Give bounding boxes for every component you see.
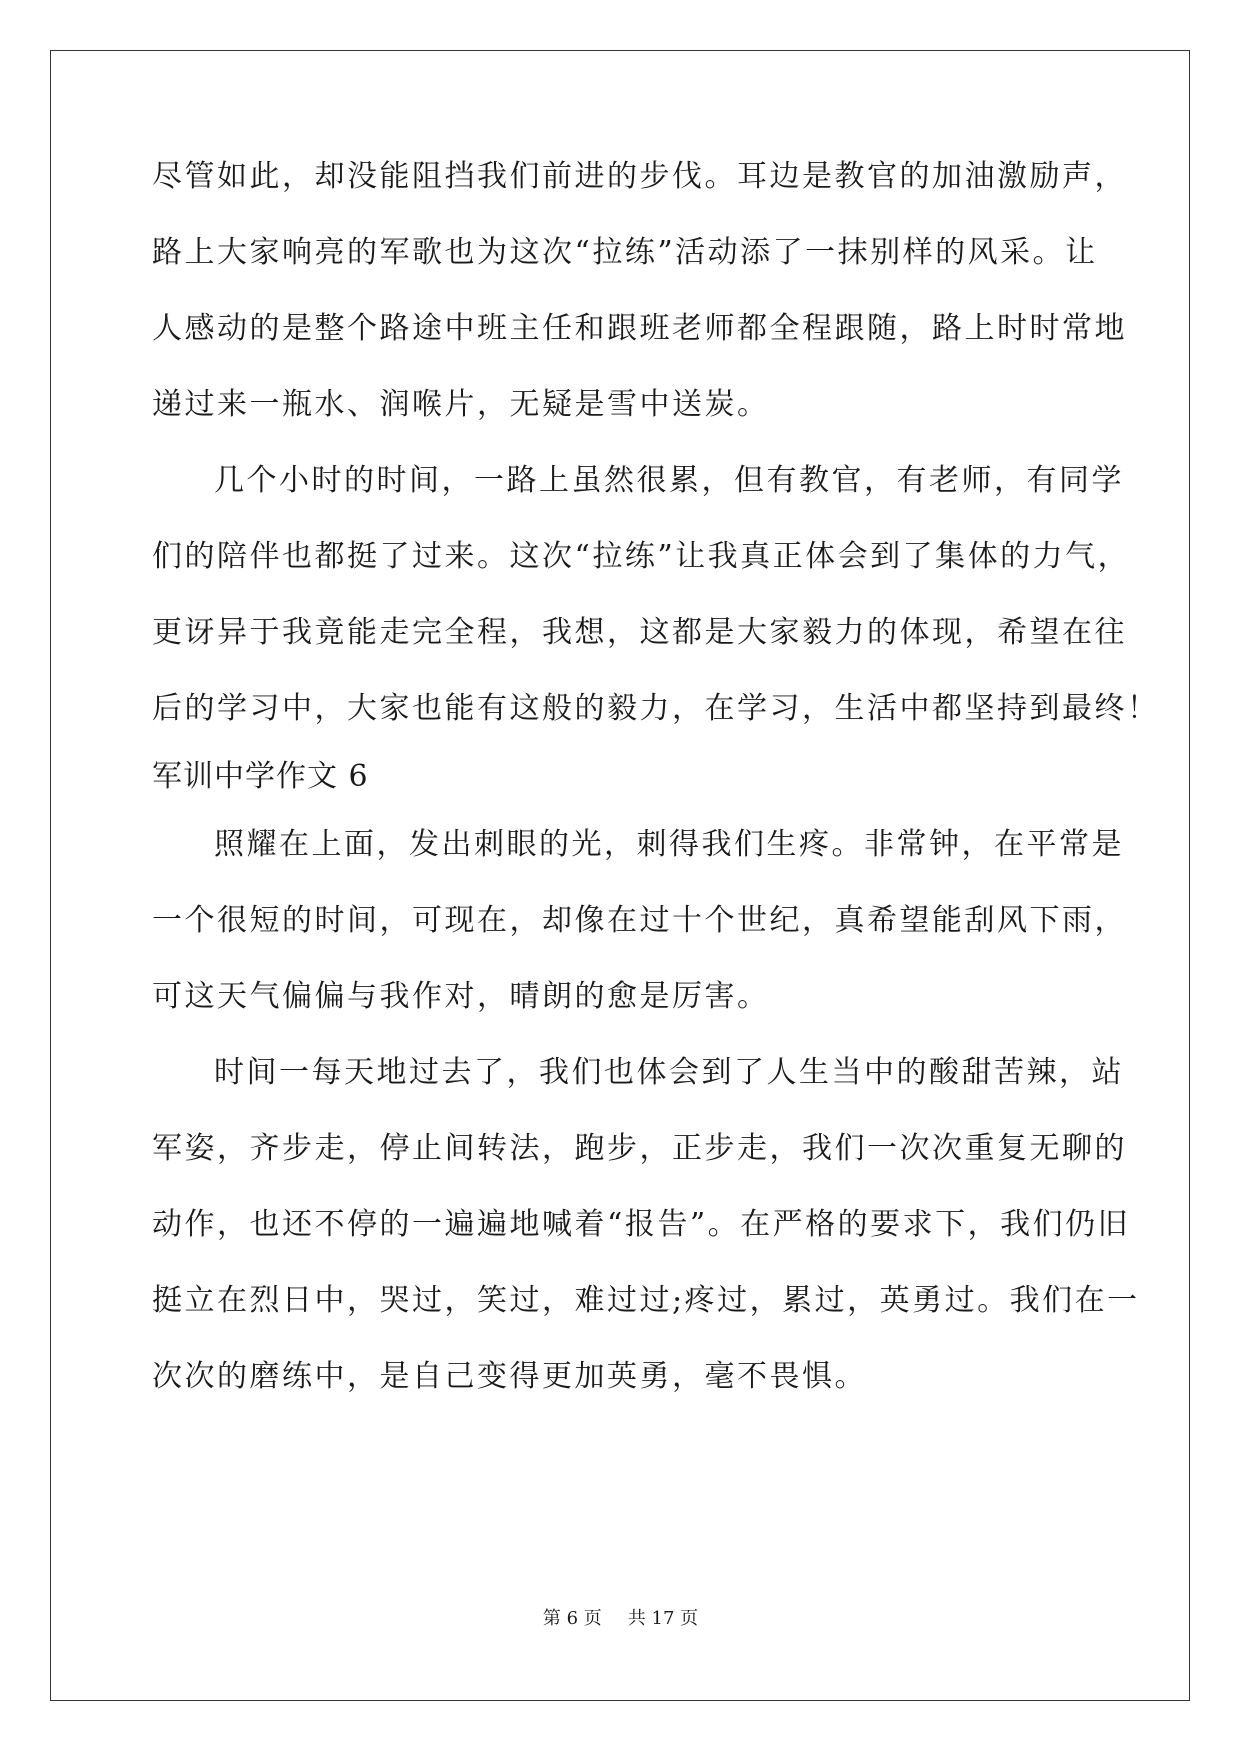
page-total: 共 17 页	[627, 1608, 699, 1629]
page-footer	[0, 1607, 1241, 1631]
page-border	[50, 50, 1190, 1701]
page-number: 第 6 页	[542, 1608, 602, 1629]
text-line: 军姿，齐步走，停止间转法，跑步，正步走，我们一次次重复无聊的	[152, 1131, 1127, 1166]
text-line: 次次的磨练中，是自己变得更加英勇，毫不畏惧。	[152, 1359, 867, 1394]
text-line: 一个很短的时间，可现在，却像在过十个世纪，真希望能刮风下雨，	[152, 903, 1127, 938]
text-line: 递过来一瓶水、润喉片，无疑是雪中送炭。	[152, 387, 770, 422]
text-line: 路上大家响亮的军歌也为这次“拉练”活动添了一抹别样的风采。让	[152, 235, 1098, 270]
text-line: 挺立在烈日中，哭过，笑过，难过过;疼过，累过，英勇过。我们在一	[152, 1283, 1140, 1318]
text-line: 后的学习中，大家也能有这般的毅力，在学习，生活中都坚持到最终！	[152, 691, 1160, 726]
text-line: 尽管如此，却没能阻挡我们前进的步伐。耳边是教官的加油激励声，	[152, 159, 1127, 194]
text-line: 动作，也还不停的一遍遍地喊着“报告”。在严格的要求下，我们仍旧	[152, 1207, 1131, 1242]
text-line: 更讶异于我竟能走完全程，我想，这都是大家毅力的体现，希望在往	[152, 615, 1127, 650]
text-line: 照耀在上面，发出刺眼的光，刺得我们生疼。非常钟，在平常是	[214, 827, 1124, 862]
text-line: 时间一每天地过去了，我们也体会到了人生当中的酸甜苦辣，站	[214, 1055, 1124, 1090]
text-line: 人感动的是整个路途中班主任和跟班老师都全程跟随，路上时时常地	[152, 311, 1127, 346]
text-line: 可这天气偏偏与我作对，晴朗的愈是厉害。	[152, 979, 770, 1014]
section-heading: 军训中学作文 6	[152, 759, 369, 794]
text-line: 们的陪伴也都挺了过来。这次“拉练”让我真正体会到了集体的力气，	[152, 539, 1131, 574]
text-line: 几个小时的时间，一路上虽然很累，但有教官，有老师，有同学	[214, 463, 1124, 498]
